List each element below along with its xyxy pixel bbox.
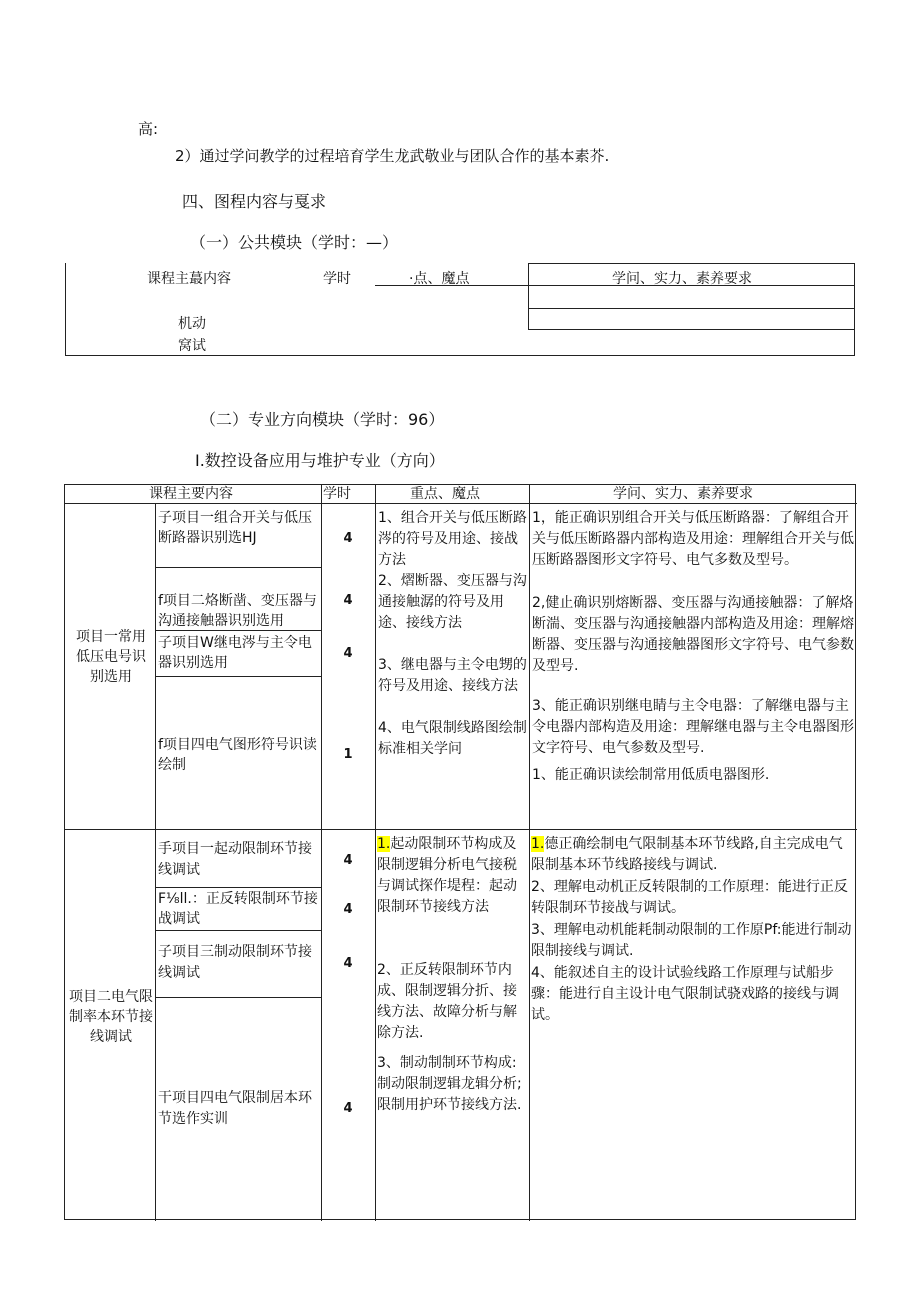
project1-name: 项目一常用低压电号识别选用 [76,629,146,685]
project2-requirement-highlight: 1. [531,836,545,852]
module1-header-requirements: 学问、实力、素养要求 [612,271,752,287]
module1-row-1: 机动 [178,316,206,332]
module2-header-requirements: 学问、实力、素养要求 [613,486,753,502]
module1-header-keypoints: ·点、魔点 [409,271,470,287]
project1-item-3: 子项目W继电涔与主令电器识别选用 [158,635,312,671]
project2-item-1: 手项目一起动限制环节接线调试 [158,841,312,878]
project2-name: 项目二电气限制率本环节接线调试 [69,989,153,1045]
project1-item-3-hours: 4 [343,646,353,661]
project2-requirement-2: 2、理解电动机正反转限制的工作原理：能进行正反转限制环节接战与调试。 [531,879,848,916]
project1-item-1: 子项目一组合开关与低压断路器识别选HJ [158,510,312,546]
project1-requirement-1: 1，能正确识别组合开关与低压断路器：了解组合开关与低压断路器内部构造及用途：理解组合开关与低压断路器图形文字符号、电气多数及型号。 [532,510,854,568]
project2-keypoint-2: 2、正反转限制环节内成、限制逻辑分折、接线方法、故障分析与解除方法. [377,962,517,1041]
project2-item-3: 子项目三制动限制环节接线调试 [158,944,312,981]
project1-keypoint-3: 3、继电器与主令电甥的符号及用途、接线方法 [378,657,527,694]
project1-requirement-4: 1、能正确识读绘制常用低质电器图形. [532,767,770,783]
project1-item-4: f项目四电气图形符号识读绘制 [158,737,317,773]
module2-header-content: 课程主要内容 [149,486,233,502]
module1-header-content: 课程主蕞内容 [147,271,231,287]
module1-header-hours: 学时 [323,271,351,287]
module2-header-keypoints: 重点、魔点 [410,486,480,502]
module2-table [64,484,856,1220]
project2-keypoint-highlight: 1. [377,836,391,852]
project2-item-4: 干项目四电气限制居本环节选作实训 [158,1090,312,1127]
project1-item-1-hours: 4 [343,531,353,546]
project2-item-2: F⅛ll.：正反转限制环节接战调试 [158,891,318,927]
project1-keypoint-1: 1、组合开关与低压断路涔的符号及用途、接战方法 [378,510,527,568]
project2-keypoint-3: 3、制动制制环节构成:制动限制逻辑龙辑分析;限制用护环节接线方法. [377,1055,522,1113]
project2-keypoint-1: 1.起动限制环节构成及限制逻辑分析电气接税与调试探作堤程：起动限制环节接线方法 [377,836,517,915]
project1-item-2: f项目二烙断凿、变压器与沟通接触器识别选用 [158,593,317,629]
project2-requirement-4: 4、能叙述自主的设计试验线路工作原理与试船步骤：能进行自主设计电气限制试骁戏路的接线与调试。 [531,965,839,1023]
project1-item-2-hours: 4 [343,593,353,608]
project2-item-1-hours: 4 [343,853,353,868]
project2-requirement-1: 1.德正确绘制电气限制基本环节线路,自主完成电气限制基本环节线路接线与调试. [531,836,843,873]
project1-keypoint-2: 2、熠断器、变压器与沟通接触潺的符号及用途、接线方法 [378,573,527,631]
module2-subtitle: I.数控设备应用与堆护专业（方向） [195,451,445,470]
project1-requirement-2: 2,健止确识别熔断器、变压器与沟通接触器：了解烙断湍、变压器与沟通接触器内部构造及用途：理解熔断器、变压器与沟通接触器图形文字符号、电气参数及型号. [532,595,854,674]
intro-line-2: 2）通过学问教学的过程培育学生龙武敬业与团队合作的基本素芥. [175,147,610,165]
intro-line-1: 高: [138,120,159,138]
project2-item-4-hours: 4 [343,1101,353,1116]
project1-requirement-3: 3、能正确识别继电睛与主令电器：了解继电器与主令电器内部构造及用途：理解继电器与主令电器图形文字符号、电气参数及型号. [532,698,854,756]
project2-item-3-hours: 4 [343,956,353,971]
project2-requirement-3: 3、理解电动机能耗制动限制的工作原Pf:能进行制动限制接线与调试. [531,922,852,959]
project1-item-4-hours: 1 [343,747,353,762]
module1-table [65,263,855,356]
project1-keypoint-4: 4、电气限制线路图绘制标准相关学问 [378,720,527,757]
module1-title: （一）公共模块（学时：—） [190,233,399,252]
module1-row-2: 窝试 [178,338,206,354]
module2-title: （二）专业方向模块（学时：96） [200,410,445,429]
project2-item-2-hours: 4 [343,902,353,917]
section-title: 四、图程内容与戛求 [182,192,327,211]
module2-header-hours: 学时 [323,486,351,502]
